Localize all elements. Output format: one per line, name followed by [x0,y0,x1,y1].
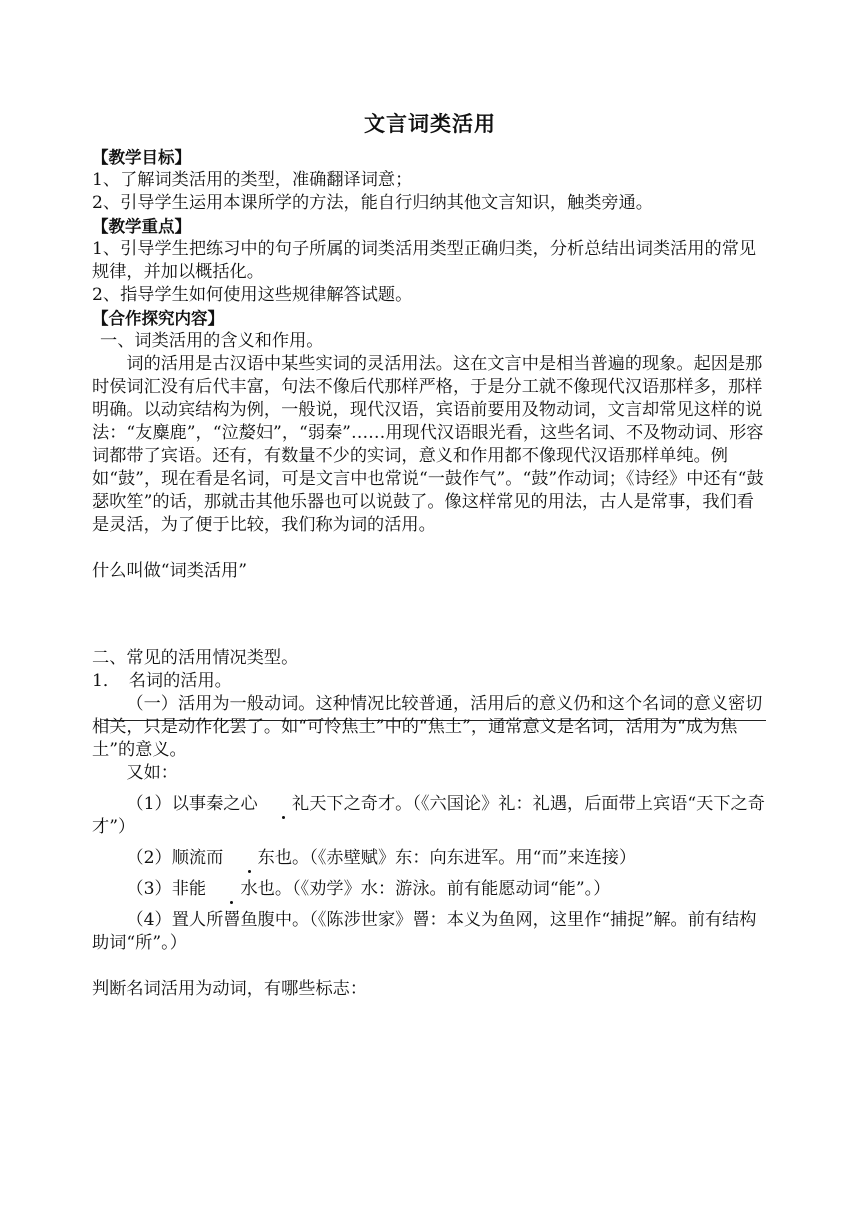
example-1-text-a: （1）以事秦之心 [126,794,258,814]
example-1 [92,793,768,839]
focus-1: 1、引导学生把练习中的句子所属的词类活用类型正确归类，分析总结出词类活用的常见规律，并加以概括化。 [92,239,757,282]
example-3-text-a: （3）非能 [126,879,207,899]
answer-space [92,583,768,637]
example-1-key-char: 礼 [258,793,310,816]
example-3 [92,878,768,901]
part2-sub1-paragraph: （一）活用为一般动词。这种情况比较普通，活用后的意义仍和这个名词的意义密切相关，只是动作化罢了。如“可怜焦土”中的“焦土”，通常意义是名词，活用为“成为焦土”的意义。 [92,694,763,760]
spacer [92,955,768,978]
teaching-goals-heading: 【教学目标】 [92,148,191,167]
focus-2: 2、指导学生如何使用这些规律解答试题。 [92,285,413,305]
example-2 [92,847,768,870]
goal-1: 1、了解词类活用的类型，准确翻译词意； [92,170,413,190]
part1-title: 一、词类活用的含义和作用。 [100,331,324,351]
question-markers: 判断名词活用为动词，有哪些标志： [92,979,368,999]
spacer [92,637,768,647]
part2-title: 二、常见的活用情况类型。 [92,648,299,668]
document-title: 文言词类活用 [364,112,496,136]
document-body [92,146,768,1001]
example-2-text-b: 也。（《赤壁赋》东：向东进军。用“而”来连接） [274,848,637,868]
example-3-text-b: 也。（《劝学》水：游泳。前有能愿动词“能”。） [257,879,611,899]
answer-line [104,720,766,721]
example-4: （4）置人所罾鱼腹中。（《陈涉世家》罾：本义为鱼网，这里作“捕捉”解。前有结构助词“所”。） [92,910,757,953]
example-2-text-a: （2）顺流而 [126,848,224,868]
part2-sub1: 1． 名词的活用。 [92,671,232,691]
example-2-key-char: 东 [223,847,275,870]
question-what-is: 什么叫做“词类活用” [92,561,248,581]
example-3-key-char: 水 [206,878,258,901]
example-1-text-b: 天下之奇才。（《六国论》礼：礼遇，后面带上宾语“天下之奇才”） [92,794,765,837]
teaching-focus-heading: 【教学重点】 [92,217,191,236]
part1-paragraph: 词的活用是古汉语中某些实词的灵活用法。这在文言中是相当普遍的现象。起因是那时侯词汇没有后代丰富，句法不像后代那样严格，于是分工就不像现代汉语那样多，那样明确。以动宾结构为例，一般说，现代汉语，宾语前要用及物动词，文言却常见这样的说法：“友麋鹿”，“泣嫠妇”，“弱秦”……用现代汉语眼光看，这些名词、不及物动词、形容词都带了宾语。还有，有数量不少的实词，意义和作用都不像现代汉语那样单纯。例如“鼓”，现在看是名词，可是文言中也常说“一鼓作气”。“鼓”作动词；《诗经》中还有“鼓瑟吹笙”的话，那就击其他乐器也可以说鼓了。像这样常见的用法，古人是常事，我们看是灵活，为了便于比较，我们称为词的活用。 [92,354,764,535]
explore-heading: 【合作探究内容】 [92,309,224,328]
goal-2: 2、引导学生运用本课所学的方法，能自行归纳其他文言知识，触类旁通。 [92,193,653,213]
you-ru: 又如： [126,763,178,783]
spacer [92,537,768,560]
